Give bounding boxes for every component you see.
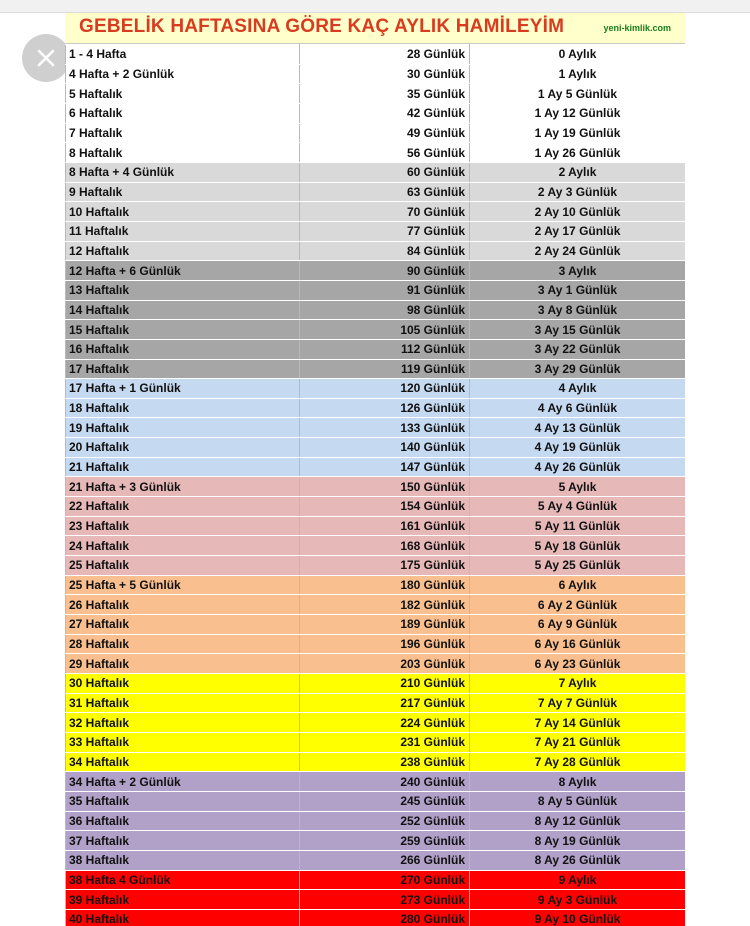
table-row <box>66 103 686 123</box>
week-cell: 40 Haftalık <box>66 909 300 926</box>
week-cell: 1 - 4 Hafta <box>66 45 300 65</box>
week-cell: 15 Haftalık <box>66 320 300 340</box>
table-row <box>66 772 686 792</box>
table-row <box>66 64 686 84</box>
days-cell: 259 Günlük <box>300 831 470 851</box>
months-cell: 7 Ay 21 Günlük <box>470 732 686 752</box>
days-cell: 245 Günlük <box>300 791 470 811</box>
table-row <box>66 300 686 320</box>
week-cell: 34 Hafta + 2 Günlük <box>66 772 300 792</box>
week-cell: 13 Haftalık <box>66 280 300 300</box>
table-row <box>66 811 686 831</box>
months-cell: 7 Aylık <box>470 674 686 694</box>
week-cell: 25 Haftalık <box>66 556 300 576</box>
week-cell: 14 Haftalık <box>66 300 300 320</box>
days-cell: 112 Günlük <box>300 339 470 359</box>
months-cell: 4 Ay 26 Günlük <box>470 457 686 477</box>
days-cell: 30 Günlük <box>300 64 470 84</box>
table-row <box>66 870 686 890</box>
months-cell: 4 Ay 13 Günlük <box>470 418 686 438</box>
days-cell: 154 Günlük <box>300 497 470 517</box>
week-cell: 18 Haftalık <box>66 398 300 418</box>
months-cell: 5 Ay 11 Günlük <box>470 516 686 536</box>
table-row <box>66 615 686 635</box>
week-cell: 16 Haftalık <box>66 339 300 359</box>
week-cell: 36 Haftalık <box>66 811 300 831</box>
week-cell: 12 Hafta + 6 Günlük <box>66 261 300 281</box>
days-cell: 280 Günlük <box>300 909 470 926</box>
days-cell: 238 Günlük <box>300 752 470 772</box>
close-button[interactable] <box>22 34 70 82</box>
months-cell: 5 Ay 18 Günlük <box>470 536 686 556</box>
months-cell: 6 Ay 9 Günlük <box>470 615 686 635</box>
week-cell: 29 Haftalık <box>66 654 300 674</box>
table-row <box>66 634 686 654</box>
days-cell: 70 Günlük <box>300 202 470 222</box>
table-row <box>66 182 686 202</box>
week-cell: 25 Hafta + 5 Günlük <box>66 575 300 595</box>
months-cell: 5 Aylık <box>470 477 686 497</box>
week-cell: 32 Haftalık <box>66 713 300 733</box>
week-cell: 23 Haftalık <box>66 516 300 536</box>
week-cell: 11 Haftalık <box>66 221 300 241</box>
table-row <box>66 162 686 182</box>
months-cell: 1 Ay 26 Günlük <box>470 143 686 163</box>
days-cell: 266 Günlük <box>300 850 470 870</box>
week-cell: 19 Haftalık <box>66 418 300 438</box>
days-cell: 91 Günlük <box>300 280 470 300</box>
days-cell: 56 Günlük <box>300 143 470 163</box>
week-cell: 31 Haftalık <box>66 693 300 713</box>
week-cell: 6 Haftalık <box>66 103 300 123</box>
months-cell: 3 Ay 15 Günlük <box>470 320 686 340</box>
table-row <box>66 143 686 163</box>
week-cell: 7 Haftalık <box>66 123 300 143</box>
week-cell: 24 Haftalık <box>66 536 300 556</box>
table-row <box>66 909 686 926</box>
week-cell: 12 Haftalık <box>66 241 300 261</box>
table-title: GEBELİK HAFTASINA GÖRE KAÇ AYLIK HAMİLEYİM <box>79 16 565 37</box>
week-cell: 38 Haftalık <box>66 850 300 870</box>
days-cell: 196 Günlük <box>300 634 470 654</box>
months-cell: 3 Ay 22 Günlük <box>470 339 686 359</box>
months-cell: 7 Ay 14 Günlük <box>470 713 686 733</box>
months-cell: 2 Ay 24 Günlük <box>470 241 686 261</box>
table-header <box>65 13 685 44</box>
days-cell: 42 Günlük <box>300 103 470 123</box>
top-divider <box>0 0 750 13</box>
days-cell: 240 Günlük <box>300 772 470 792</box>
close-icon <box>34 46 58 70</box>
week-cell: 35 Haftalık <box>66 791 300 811</box>
table-row <box>66 261 686 281</box>
months-cell: 6 Aylık <box>470 575 686 595</box>
days-cell: 203 Günlük <box>300 654 470 674</box>
table-row <box>66 556 686 576</box>
week-cell: 17 Haftalık <box>66 359 300 379</box>
months-cell: 8 Ay 12 Günlük <box>470 811 686 831</box>
table-row <box>66 438 686 458</box>
days-cell: 77 Günlük <box>300 221 470 241</box>
table-row <box>66 241 686 261</box>
months-cell: 6 Ay 16 Günlük <box>470 634 686 654</box>
months-cell: 8 Aylık <box>470 772 686 792</box>
table-row <box>66 791 686 811</box>
days-cell: 60 Günlük <box>300 162 470 182</box>
table-row <box>66 732 686 752</box>
week-cell: 20 Haftalık <box>66 438 300 458</box>
table-row <box>66 339 686 359</box>
days-cell: 140 Günlük <box>300 438 470 458</box>
table-row <box>66 45 686 65</box>
table-row <box>66 890 686 910</box>
days-cell: 273 Günlük <box>300 890 470 910</box>
week-cell: 27 Haftalık <box>66 615 300 635</box>
week-cell: 9 Haftalık <box>66 182 300 202</box>
table-row <box>66 418 686 438</box>
months-cell: 7 Ay 28 Günlük <box>470 752 686 772</box>
table-row <box>66 379 686 399</box>
site-watermark: yeni-kimlik.com <box>603 23 671 33</box>
days-cell: 119 Günlük <box>300 359 470 379</box>
months-cell: 9 Aylık <box>470 870 686 890</box>
table-row <box>66 850 686 870</box>
table-row <box>66 516 686 536</box>
table-row <box>66 536 686 556</box>
days-cell: 150 Günlük <box>300 477 470 497</box>
week-cell: 22 Haftalık <box>66 497 300 517</box>
days-cell: 28 Günlük <box>300 45 470 65</box>
months-cell: 3 Ay 29 Günlük <box>470 359 686 379</box>
table-row <box>66 221 686 241</box>
table-row <box>66 398 686 418</box>
months-cell: 6 Ay 2 Günlük <box>470 595 686 615</box>
months-cell: 3 Ay 8 Günlük <box>470 300 686 320</box>
days-cell: 189 Günlük <box>300 615 470 635</box>
months-cell: 2 Ay 17 Günlük <box>470 221 686 241</box>
week-cell: 34 Haftalık <box>66 752 300 772</box>
days-cell: 182 Günlük <box>300 595 470 615</box>
table-row <box>66 84 686 104</box>
months-cell: 4 Aylık <box>470 379 686 399</box>
days-cell: 35 Günlük <box>300 84 470 104</box>
days-cell: 98 Günlük <box>300 300 470 320</box>
table-row <box>66 654 686 674</box>
months-cell: 1 Ay 12 Günlük <box>470 103 686 123</box>
table-row <box>66 359 686 379</box>
week-cell: 33 Haftalık <box>66 732 300 752</box>
days-cell: 161 Günlük <box>300 516 470 536</box>
table-row <box>66 595 686 615</box>
week-cell: 39 Haftalık <box>66 890 300 910</box>
days-cell: 105 Günlük <box>300 320 470 340</box>
week-cell: 4 Hafta + 2 Günlük <box>66 64 300 84</box>
days-cell: 231 Günlük <box>300 732 470 752</box>
week-cell: 30 Haftalık <box>66 674 300 694</box>
months-cell: 1 Ay 19 Günlük <box>470 123 686 143</box>
table-row <box>66 497 686 517</box>
pregnancy-week-table-image <box>65 13 685 926</box>
table-row <box>66 320 686 340</box>
week-cell: 38 Hafta 4 Günlük <box>66 870 300 890</box>
days-cell: 180 Günlük <box>300 575 470 595</box>
months-cell: 4 Ay 6 Günlük <box>470 398 686 418</box>
months-cell: 2 Ay 3 Günlük <box>470 182 686 202</box>
table-row <box>66 457 686 477</box>
months-cell: 1 Ay 5 Günlük <box>470 84 686 104</box>
months-cell: 9 Ay 10 Günlük <box>470 909 686 926</box>
week-cell: 8 Haftalık <box>66 143 300 163</box>
days-cell: 63 Günlük <box>300 182 470 202</box>
week-cell: 8 Hafta + 4 Günlük <box>66 162 300 182</box>
days-cell: 147 Günlük <box>300 457 470 477</box>
days-cell: 49 Günlük <box>300 123 470 143</box>
days-cell: 217 Günlük <box>300 693 470 713</box>
week-cell: 17 Hafta + 1 Günlük <box>66 379 300 399</box>
table-row <box>66 674 686 694</box>
days-cell: 175 Günlük <box>300 556 470 576</box>
table-row <box>66 280 686 300</box>
table-row <box>66 831 686 851</box>
table-row <box>66 477 686 497</box>
week-cell: 26 Haftalık <box>66 595 300 615</box>
week-cell: 5 Haftalık <box>66 84 300 104</box>
table-row <box>66 575 686 595</box>
months-cell: 1 Aylık <box>470 64 686 84</box>
months-cell: 5 Ay 4 Günlük <box>470 497 686 517</box>
days-cell: 133 Günlük <box>300 418 470 438</box>
months-cell: 3 Ay 1 Günlük <box>470 280 686 300</box>
months-cell: 0 Aylık <box>470 45 686 65</box>
days-cell: 90 Günlük <box>300 261 470 281</box>
months-cell: 8 Ay 5 Günlük <box>470 791 686 811</box>
days-cell: 252 Günlük <box>300 811 470 831</box>
week-cell: 21 Hafta + 3 Günlük <box>66 477 300 497</box>
days-cell: 210 Günlük <box>300 674 470 694</box>
week-cell: 10 Haftalık <box>66 202 300 222</box>
months-cell: 8 Ay 19 Günlük <box>470 831 686 851</box>
week-cell: 37 Haftalık <box>66 831 300 851</box>
pregnancy-table <box>65 44 685 926</box>
months-cell: 8 Ay 26 Günlük <box>470 850 686 870</box>
table-row <box>66 693 686 713</box>
months-cell: 5 Ay 25 Günlük <box>470 556 686 576</box>
months-cell: 7 Ay 7 Günlük <box>470 693 686 713</box>
table-row <box>66 752 686 772</box>
days-cell: 168 Günlük <box>300 536 470 556</box>
days-cell: 224 Günlük <box>300 713 470 733</box>
days-cell: 120 Günlük <box>300 379 470 399</box>
table-row <box>66 202 686 222</box>
months-cell: 2 Aylık <box>470 162 686 182</box>
table-row <box>66 123 686 143</box>
week-cell: 21 Haftalık <box>66 457 300 477</box>
months-cell: 3 Aylık <box>470 261 686 281</box>
week-cell: 28 Haftalık <box>66 634 300 654</box>
months-cell: 4 Ay 19 Günlük <box>470 438 686 458</box>
days-cell: 270 Günlük <box>300 870 470 890</box>
months-cell: 6 Ay 23 Günlük <box>470 654 686 674</box>
table-row <box>66 713 686 733</box>
days-cell: 126 Günlük <box>300 398 470 418</box>
days-cell: 84 Günlük <box>300 241 470 261</box>
months-cell: 2 Ay 10 Günlük <box>470 202 686 222</box>
months-cell: 9 Ay 3 Günlük <box>470 890 686 910</box>
